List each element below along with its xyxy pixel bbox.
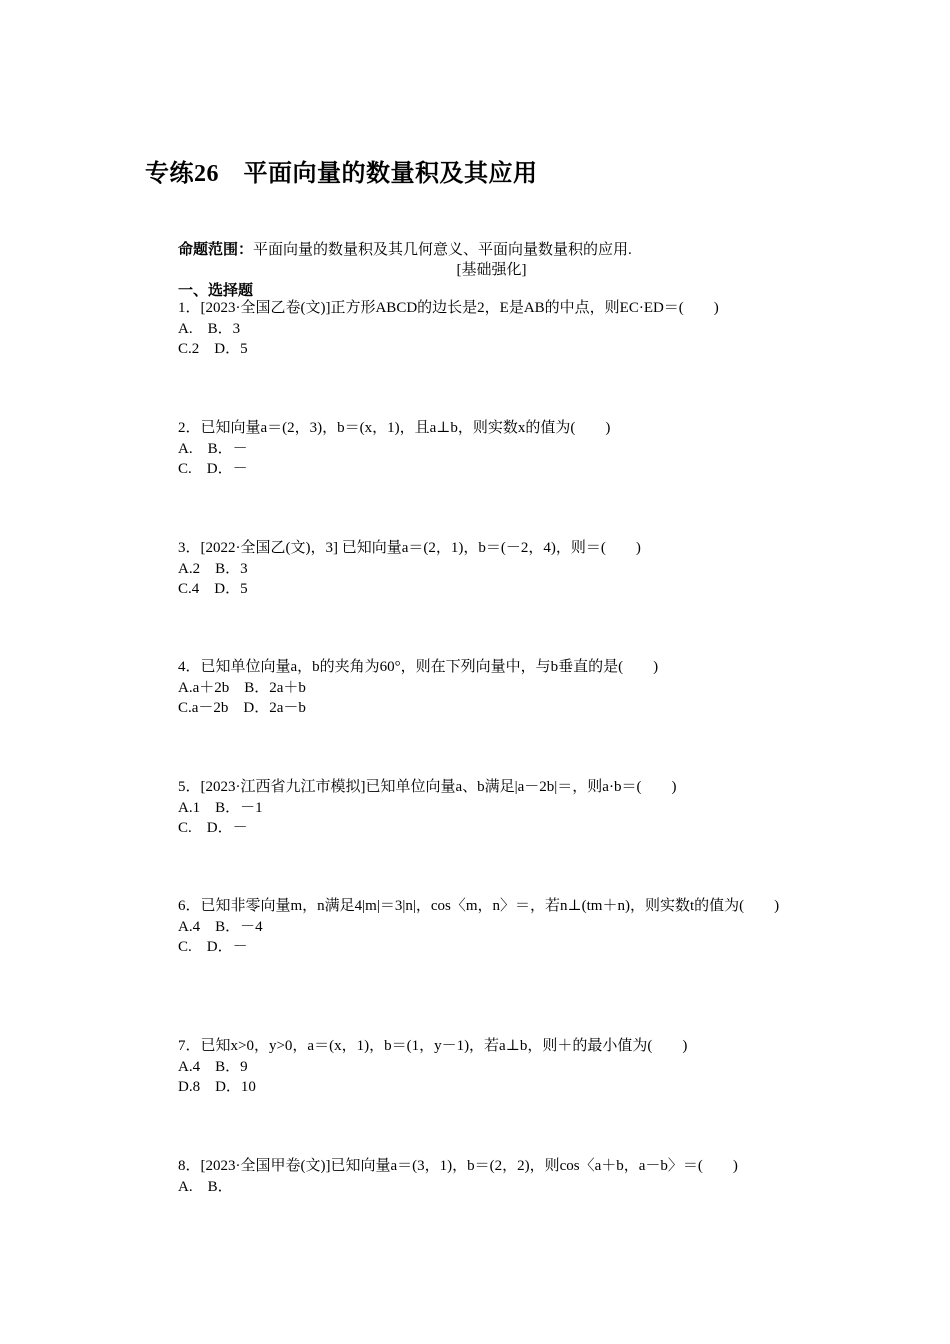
question-stem: 1．[2023·全国乙卷(文)]正方形ABCD的边长是2，E是AB的中点，则EC·ED＝( ) bbox=[178, 300, 719, 316]
section-heading: 一、选择题 bbox=[178, 283, 254, 299]
question-6 bbox=[145, 896, 810, 958]
page-title: 专练26 平面向量的数量积及其应用 bbox=[145, 161, 538, 187]
question-stem: 3．[2022·全国乙(文)，3] 已知向量a＝(2，1)，b＝(－2，4)，则＝( ) bbox=[178, 540, 641, 556]
scope-line bbox=[178, 238, 632, 259]
question-8 bbox=[145, 1156, 810, 1197]
question-options: C. D．－ bbox=[178, 820, 248, 836]
question-options: A. B．3 bbox=[178, 320, 241, 337]
question-options: C.4 D．5 bbox=[178, 581, 248, 597]
level-heading: [基础强化] bbox=[456, 262, 527, 278]
question-options: A.1 B．－1 bbox=[178, 799, 263, 816]
question-options: D.8 D．10 bbox=[178, 1079, 256, 1095]
question-4 bbox=[145, 657, 810, 719]
scope-text: 平面向量的数量积及其几何意义、平面向量数量积的应用. bbox=[253, 242, 632, 258]
question-options: C.a－2b D．2a－b bbox=[178, 700, 306, 716]
question-stem: 4．已知单位向量a，b的夹角为60°，则在下列向量中，与b垂直的是( ) bbox=[178, 659, 659, 675]
question-stem: 5．[2023·江西省九江市模拟]已知单位向量a、b满足|a－2b|＝，则a·b＝( ) bbox=[178, 779, 677, 795]
question-options: A.a＋2b B．2a＋b bbox=[178, 679, 306, 696]
scope-label: 命题范围： bbox=[178, 242, 254, 258]
question-options: A.4 B．－4 bbox=[178, 918, 263, 935]
question-stem: 6．已知非零向量m，n满足4|m|＝3|n|，cos〈m，n〉＝，若n⊥(tm＋n)，则实数t的值为( ) bbox=[178, 898, 780, 914]
question-3 bbox=[145, 538, 810, 600]
question-stem: 7．已知x>0，y>0，a＝(x，1)，b＝(1，y－1)，若a⊥b，则＋的最小值为( ) bbox=[178, 1038, 688, 1054]
question-options: C. D．－ bbox=[178, 939, 248, 955]
question-options: A.2 B．3 bbox=[178, 560, 248, 577]
question-options: A. B． bbox=[178, 1178, 233, 1195]
question-2 bbox=[145, 418, 810, 480]
question-stem: 8．[2023·全国甲卷(文)]已知向量a＝(3，1)，b＝(2，2)，则cos〈a＋b，a－b〉＝( ) bbox=[178, 1158, 738, 1174]
question-7 bbox=[145, 1036, 810, 1098]
question-stem: 2．已知向量a＝(2，3)，b＝(x，1)，且a⊥b，则实数x的值为( ) bbox=[178, 420, 611, 436]
question-5 bbox=[145, 777, 810, 839]
question-options: A. B．－ bbox=[178, 440, 248, 457]
question-options: A.4 B．9 bbox=[178, 1058, 248, 1075]
question-options: C. D．－ bbox=[178, 461, 248, 477]
question-1 bbox=[145, 298, 810, 360]
question-options: C.2 D．5 bbox=[178, 341, 248, 357]
